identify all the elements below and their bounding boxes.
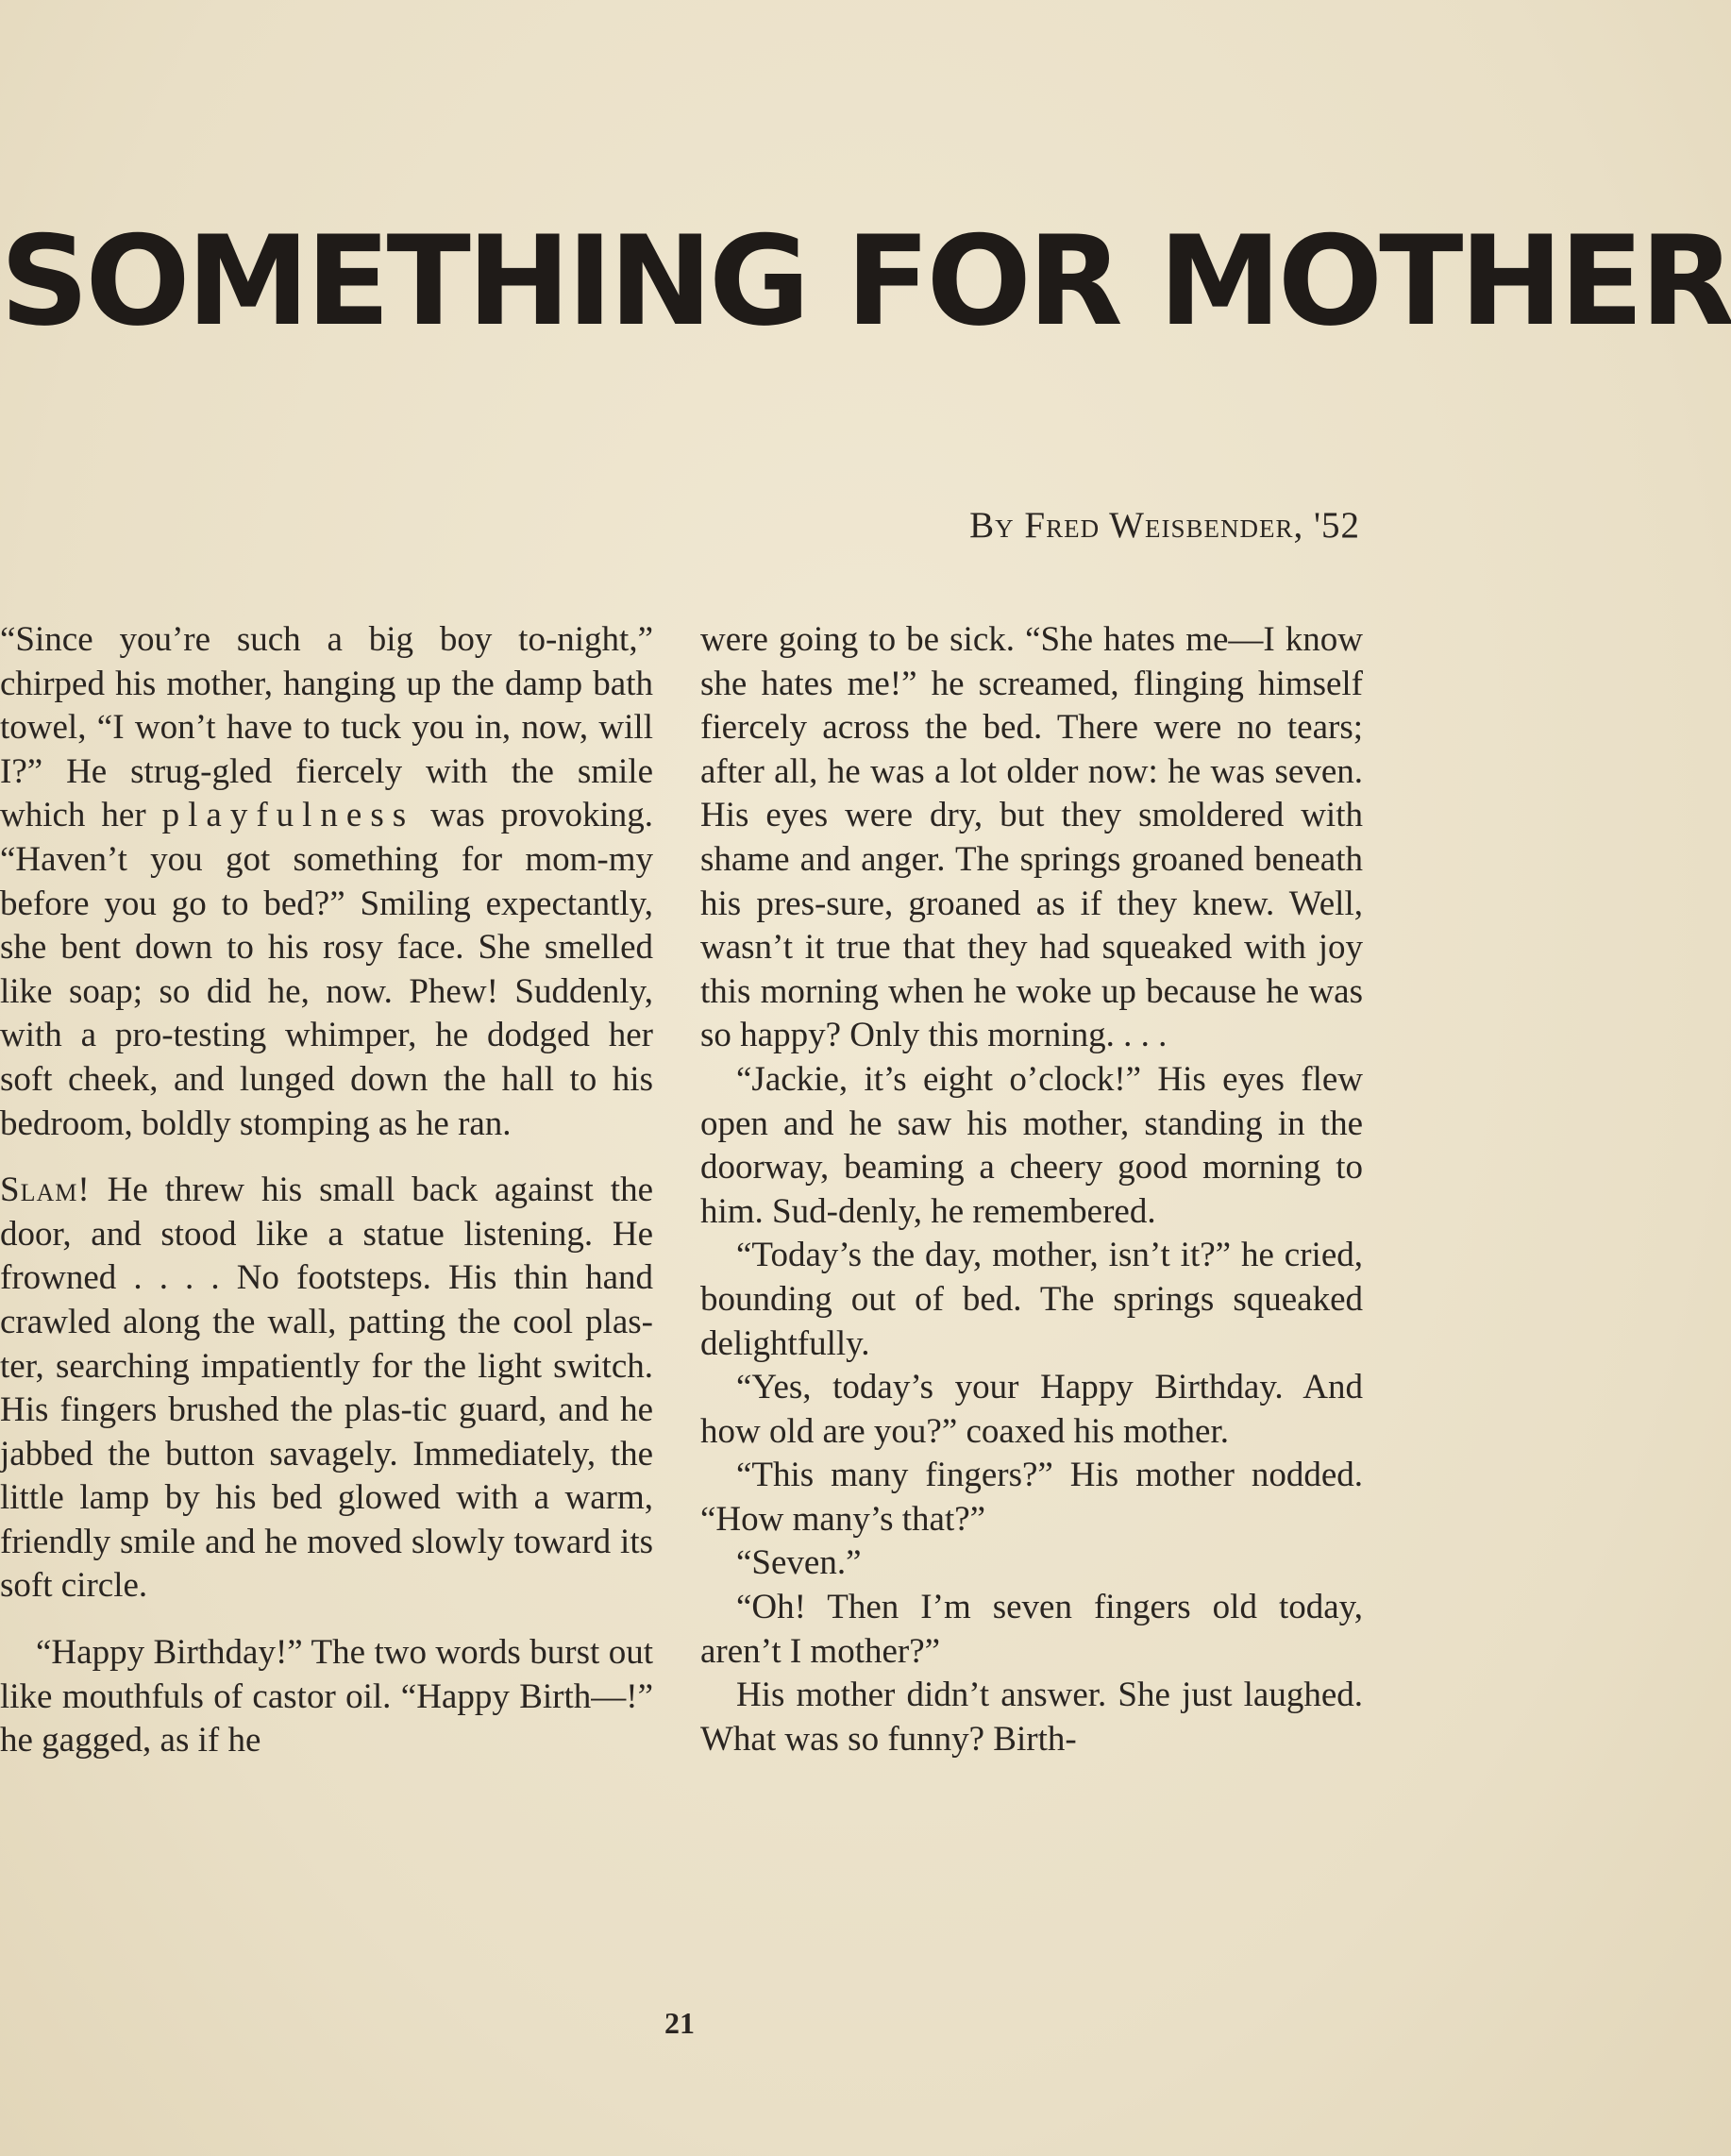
left-paragraph-2-lead: Slam! bbox=[0, 1171, 91, 1210]
right-paragraph-6: “Seven.” bbox=[736, 1543, 862, 1583]
right-paragraph-3: “Today’s the day, mother, isn’t it?” he cried, bounding out of bed. The springs squeaked delightfully. bbox=[700, 1236, 1363, 1363]
left-paragraph-1-text: “Since you’re such a big boy to-night,” chirped his mother, hanging up the damp bath towel, “I won’t have to tuck you in, now, will I?” He strug-gled fiercely with the smile which her bbox=[0, 620, 653, 835]
right-paragraph-5: “This many fingers?” His mother nodded. “How many’s that?” bbox=[700, 1456, 1363, 1539]
right-paragraph-2: “Jackie, it’s eight o’clock!” His eyes flew open and he saw his mother, standing in the doorway, beaming a cheery good morning to him. Sud-denly, he remembered. bbox=[700, 1059, 1363, 1231]
right-text-column bbox=[700, 618, 1363, 1761]
left-text-column bbox=[0, 618, 653, 1763]
left-paragraph-2 bbox=[0, 1169, 653, 1609]
right-paragraph-7: “Oh! Then I’m seven fingers old today, aren’t I mother?” bbox=[700, 1588, 1363, 1671]
left-paragraph-3: “Happy Birthday!” The two words burst out like mouthfuls of castor oil. “Happy Birth—!” he gagged, as if he bbox=[0, 1633, 653, 1760]
right-paragraph-8: His mother didn’t answer. She just laughed. What was so funny? Birth- bbox=[700, 1676, 1363, 1759]
right-paragraph-1: were going to be sick. “She hates me—I know she hates me!” he screamed, flinging himself fiercely across the bed. There were no tears; after all, he was a lot older now: he was seven. His eyes were dry, but they smoldered with shame and anger. The springs groaned beneath his pres-sure, groaned as if they knew. Well, wasn’t it true that they had squeaked with joy this morning when he woke up because he was so happy? Only this morning. . . . bbox=[700, 620, 1363, 1055]
right-paragraph-4: “Yes, today’s your Happy Birthday. And how old are you?” coaxed his mother. bbox=[700, 1368, 1363, 1451]
left-paragraph-1 bbox=[0, 618, 653, 1146]
page-number: 21 bbox=[664, 2006, 695, 2040]
left-paragraph-2-text: He threw his small back against the door, and stood like a statue listening. He frowned . . . . No footsteps. His thin hand crawled along the wall, patting the cool plas-ter, searching impatiently for the light switch. His fingers brushed the plas-tic guard, and he jabbed the button savagely. Immediately, the little lamp by his bed glowed with a warm, friendly smile and he moved slowly toward its soft circle. bbox=[0, 1171, 653, 1606]
left-paragraph-1-rest: was provoking. “Haven’t you got something for mom-my before you go to bed?” Smiling expectantly, she bent down to his rosy face. She smelled like soap; so did he, now. Phew! Suddenly, with a pro-testing whimper, he dodged her soft cheek, and lunged down the hall to his bedroom, boldly stomping as he ran. bbox=[0, 796, 653, 1143]
article-title: SOMETHING FOR MOTHER bbox=[0, 209, 1731, 353]
left-paragraph-1-spaced-word: playfulness bbox=[161, 796, 415, 835]
article-byline: By Fred Weisbender, '52 bbox=[969, 505, 1360, 546]
